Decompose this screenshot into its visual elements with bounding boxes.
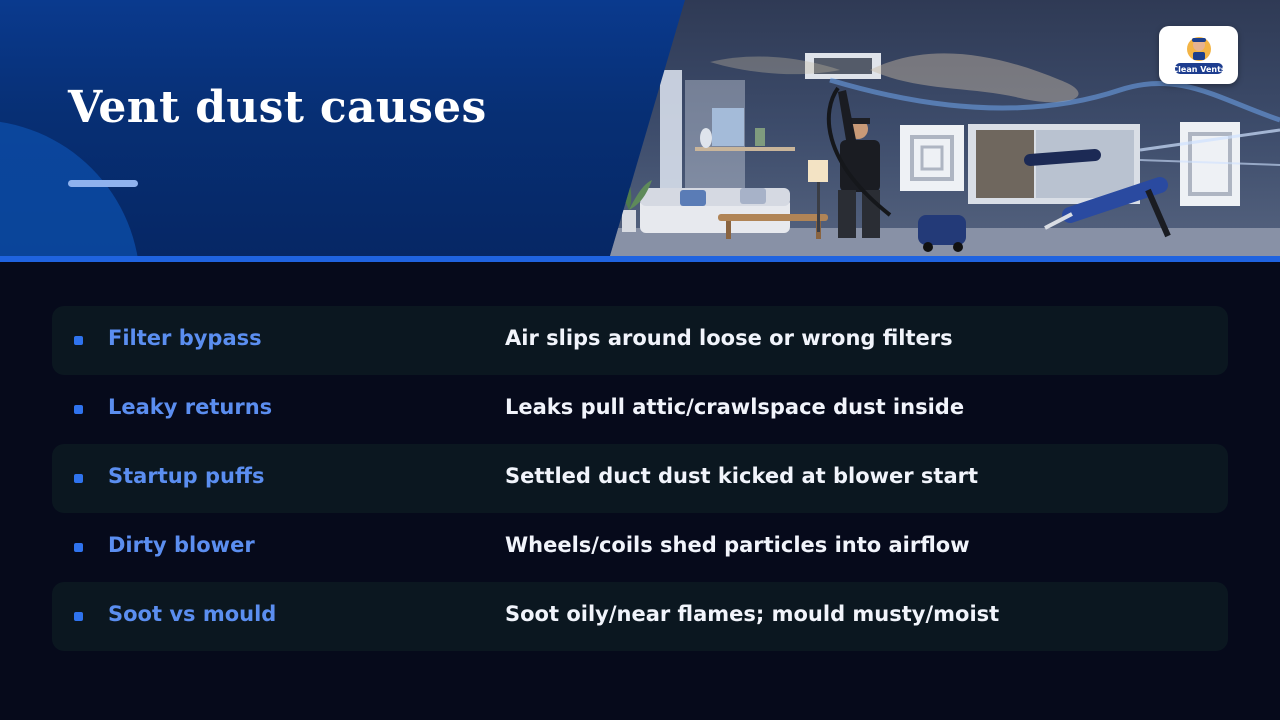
cause-description: Soot oily/near flames; mould musty/moist [505, 602, 1000, 626]
logo-wordmark: Clean Vents [1172, 65, 1226, 74]
decorative-circle [0, 120, 140, 256]
slide-title: Vent dust causes [68, 82, 487, 133]
list-item [52, 306, 1228, 375]
cause-description: Settled duct dust kicked at blower start [505, 464, 979, 488]
causes-list [52, 306, 1228, 651]
header-divider [0, 256, 1280, 262]
title-underline [68, 180, 138, 187]
bullet-marker [74, 543, 83, 552]
cause-label: Dirty blower [108, 533, 255, 557]
bullet-marker [74, 405, 83, 414]
company-logo [1159, 26, 1238, 84]
cause-description: Air slips around loose or wrong filters [505, 326, 953, 350]
cause-label: Startup puffs [108, 464, 265, 488]
bullet-marker [74, 474, 83, 483]
bullet-marker [74, 612, 83, 621]
list-item [52, 582, 1228, 651]
list-item [52, 375, 1228, 444]
cause-label: Filter bypass [108, 326, 262, 350]
bullet-marker [74, 336, 83, 345]
list-item [52, 513, 1228, 582]
cause-label: Soot vs mould [108, 602, 277, 626]
cause-label: Leaky returns [108, 395, 273, 419]
cause-description: Leaks pull attic/crawlspace dust inside [505, 395, 965, 419]
cause-description: Wheels/coils shed particles into airflow [505, 533, 970, 557]
list-item [52, 444, 1228, 513]
